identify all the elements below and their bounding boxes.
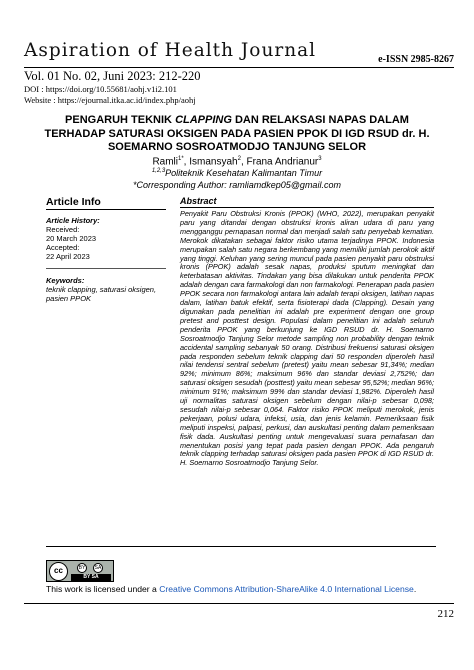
eissn: e-ISSN 2985-8267: [378, 54, 454, 65]
affiliation-sup: 1,2,3: [151, 168, 166, 174]
abstract-text: Penyakit Paru Obstruksi Kronis (PPOK) (WHO, 2022), merupakan penyakit paru yang ditandai dengan obstruksi kronis aliran udara di paru yang mengganggu pernapasan normal dan menjadi salah satu penyebab kematian. Merokok dikatakan sebagai faktor risiko utama terjadinya PPOK. Indonesia merupakan salah satu negara berkembang yang memiliki jumlah perokok aktif yang tinggi. Keluhan yang sering muncul pada pasien penyakit paru obstruksi kronis (PPOK) adalah sesak napas, produksi sputum meningkat dan keterbatasan aktivitas. Tindakan yang bisa dilakukan untuk penderita PPOK adalah dengan cara farmakologi dan non farmakologi. Penerapan pada pasien PPOK secara non farmakologi antara lain adalah terapi oksigen, latihan napas dalam, latihan batuk efektif, serta fisioterapi dada (Clapping). Desain yang digunakan pada penelitian ini adalah pre experiment dengan one group pretest and posttest design. Populasi dalam penelitian ini adalah seluruh penderita PPOK yang berkunjung ke IGD RSUD dr. H. Soemarno Sosroatmodjo Tanjung Selor metode sampling non probability dengan teknik accidental sampling sebanyak 50 orang. Distribusi frekuensi saturasi oksigen pada responden sebelum teknik clapping dari 50 responden diperoleh hasil nilai tendensi sentral sebelum (pretest) yaitu mean sebesar 91,34%; median 92%; minimum 86%; maksimum 96% dan standar deviasi 2,752%; dan saturasi oksigen sesudah (posttest) yaitu mean sebesar 95,52%; median 96%; minimum 91%; maksimum 99% dan standar deviasi 1,982%. Diperoleh hasil uji normalitas saturasi oksigen sebelum dengan nilai-p sebesar 0,098; sesudah nilai-p sebesar 0,064. Faktor risiko PPOK meliputi merokok, jenis pekerjaan, polusi udara, infeksi, usia, dan jenis kelamin. Pemeriksaan fisik meliputi inspeksi, palpasi, perkusi, dan auskultasi penting dalam pemeriksaan fisik dada. Auskultasi penting untuk mengevaluasi suara pernafasan dan menentukan posisi yang tepat pada pasien dengan PPOK. Ada pengaruh teknik clapping terhadap saturasi oksigen pada pasien PPOK di IGD RSUD dr. H. Soemarno Sosroatmodjo Tanjung Selor.: [180, 209, 434, 468]
keywords-label: Keywords:: [46, 276, 85, 285]
abstract-heading: Abstract: [180, 196, 434, 208]
article-info-heading: Article Info: [46, 196, 166, 210]
website-link[interactable]: Website : https://ejournal.itka.ac.id/index.php/aohj: [24, 95, 196, 105]
title-emphasis: CLAPPING: [175, 114, 232, 126]
author-name: Frana Andrianur: [246, 156, 319, 168]
author-sup: 1*: [178, 156, 184, 162]
info-divider: [46, 268, 166, 269]
volume-info: Vol. 01 No. 02, Juni 2023: 212-220: [24, 69, 201, 83]
license-link[interactable]: Creative Commons Attribution-ShareAlike 4.0 International License: [159, 584, 414, 594]
accepted-label: Accepted:: [46, 243, 80, 252]
affiliation-name: Politeknik Kesehatan Kalimantan Timur: [165, 168, 323, 178]
received-date: 20 March 2023: [46, 234, 97, 243]
header-rule: [24, 67, 454, 68]
author-sup: 2: [237, 156, 241, 162]
article-history: [46, 210, 166, 261]
corresponding-author: *Corresponding Author: ramliamdkep05@gmail.com: [133, 180, 341, 190]
received-label: Received:: [46, 225, 80, 234]
author-name: Ismansyah: [189, 156, 238, 168]
cc-terms-icons: [71, 563, 111, 573]
share-alike-icon: SA: [94, 565, 102, 571]
journal-name: Aspiration of Health Journal: [24, 40, 317, 61]
attribution-icon: BY: [78, 565, 86, 571]
footer-rule: [24, 603, 454, 604]
abstract: [180, 196, 434, 468]
keywords-list: teknik clapping, saturasi oksigen, pasien PPOK: [46, 285, 157, 303]
article-title: [36, 114, 438, 155]
content-bottom-rule: [46, 546, 436, 547]
author-sup: 3: [318, 156, 322, 162]
page-number: 212: [437, 608, 454, 620]
article-info: [46, 196, 166, 261]
license-statement: [46, 584, 416, 594]
affiliation: [0, 168, 474, 178]
title-part-1: PENGARUH TEKNIK: [65, 114, 176, 126]
accepted-date: 22 April 2023: [46, 252, 90, 261]
history-label: Article History:: [46, 216, 100, 225]
cc-icon: cc: [49, 562, 68, 581]
cc-license-badge[interactable]: [46, 560, 114, 582]
author-separator: ,: [183, 156, 190, 168]
title-part-2: DAN RELAKSASI NAPAS DALAM TERHADAP SATURASI OKSIGEN PADA PASIEN PPOK DI IGD RSUD dr. H. SOEMARNO SOSROATMODJO TANJUNG SELOR: [44, 114, 430, 153]
cc-badge-strip: BY SA: [71, 574, 111, 581]
author-separator: ,: [240, 156, 247, 168]
license-suffix: .: [413, 584, 417, 594]
author-list: [0, 156, 474, 167]
license-prefix: This work is licensed under a: [46, 584, 160, 594]
doi-link[interactable]: DOI : https://doi.org/10.55681/aohj.v1i2.101: [24, 84, 177, 94]
keywords-block: [46, 276, 166, 303]
author-name: Ramli: [152, 156, 178, 168]
